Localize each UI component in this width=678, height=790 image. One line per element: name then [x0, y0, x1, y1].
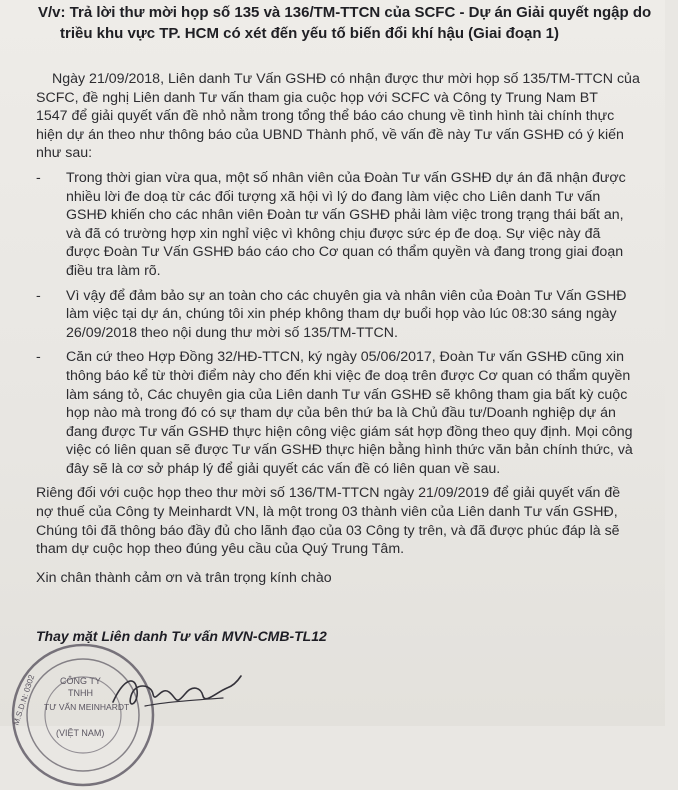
letter-body	[36, 70, 664, 587]
bullet-line: họp nào mà trong đó có sự tham dự của bên thứ ba là Chủ đầu tư/Doanh nghiệp dự án	[66, 405, 616, 422]
intro-line: SCFC, đề nghị Liên danh Tư vấn tham gia cuộc họp với SCFC và Công ty Trung Nam BT	[36, 89, 598, 106]
seal-text: (VIỆT NAM)	[56, 728, 105, 738]
bullet-dash: -	[36, 287, 41, 304]
paragraph-line: nợ thuế của Công ty Meinhardt VN, là một trong 03 thành viên của Liên danh Tư vấn GSHĐ,	[36, 504, 618, 521]
bullet-line: điều tra làm rõ.	[66, 262, 161, 279]
bullet-line: nhiều lời đe doạ từ các đối tượng xã hội vì lý do đang làm việc cho Liên danh Tư vấn	[66, 188, 601, 205]
bullet-line: làm sáng tỏ, Các chuyên gia của Liên danh Tư vấn GSHĐ sẽ không tham gia bất kỳ cuộc	[66, 386, 628, 403]
bullet-line: GSHĐ khiến cho các nhân viên Đoàn tư vấn GSHĐ phải làm việc trong trạng thái bất an,	[66, 207, 624, 224]
intro-line: hiện dự án theo như thông báo của UBND Thành phố, về vấn đề này Tư vấn GSHĐ có ý kiến	[36, 126, 624, 143]
handwritten-signature	[105, 662, 245, 717]
intro-line: như sau:	[36, 145, 93, 162]
bullet-line: 26/09/2018 theo nội dung thư mời số 135/TM-TTCN.	[66, 324, 398, 341]
bullet-line: và đã có trường hợp xin nghỉ việc vì không chịu được sức ép đe doạ. Sự việc này đã	[66, 225, 601, 242]
bullet-line: làm việc tại dự án, chúng tôi xin phép không tham dự buổi họp vào lúc 08:30 sáng ngày	[66, 306, 617, 323]
intro-line: 1547 để giải quyết vấn đề nhỏ nằm trong tổng thể báo cáo chung về tình hình tài chính thực	[36, 108, 615, 125]
signature-title: Thay mặt Liên danh Tư vấn MVN-CMB-TL12	[36, 628, 327, 644]
bullet-line: Vì vậy để đảm bảo sự an toàn cho các chuyên gia và nhân viên của Đoàn Tư Vấn GSHĐ	[66, 287, 627, 304]
seal-text: M.S.D.N: 0302	[11, 673, 37, 727]
paragraph-line: Riêng đối với cuộc họp theo thư mời số 136/TM-TTCN ngày 21/09/2019 để giải quyết vấn đề	[36, 485, 621, 502]
bullet-item	[36, 169, 664, 281]
bullet-line: đây sẽ là cơ sở pháp lý để giải quyết các vấn đề có liên quan về sau.	[66, 460, 501, 477]
intro-line: Ngày 21/09/2018, Liên danh Tư Vấn GSHĐ có nhận được thư mời họp số 135/TM-TTCN của	[52, 71, 640, 87]
bullet-line: đang được Tư vấn GSHĐ thực hiện công việc giám sát hợp đồng theo quy định. Mọi công	[66, 423, 633, 440]
bullet-dash: -	[36, 169, 41, 186]
bullet-line: được Đoàn Tư Vấn GSHĐ báo cáo cho Cơ quan có thẩm quyền và đang trong giai đoạn	[66, 244, 624, 261]
bullet-dash: -	[36, 349, 41, 366]
seal-text: TNHH	[68, 688, 93, 698]
seal-text: CÔNG TY	[60, 676, 101, 686]
bullet-item	[36, 348, 664, 478]
bullet-line: việc có liên quan sẽ được Tư vấn GSHĐ thực hiện bằng hình thức văn bản chính thức, và	[66, 442, 633, 459]
intro-paragraph	[36, 70, 664, 163]
bullet-line: Căn cứ theo Hợp Đồng 32/HĐ-TTCN, ký ngày 05/06/2017, Đoàn Tư vấn GSHĐ cũng xin	[66, 349, 624, 366]
second-paragraph	[36, 484, 664, 558]
bullet-line: thông báo kể từ thời điểm này cho đến khi việc đe doạ trên được Cơ quan có thẩm quyền	[66, 367, 631, 384]
subject-line-1: V/v: Trả lời thư mời họp số 135 và 136/TM-TTCN của SCFC - Dự án Giải quyết ngập do	[38, 4, 652, 21]
subject-line	[38, 2, 678, 44]
bullet-item	[36, 287, 664, 343]
bullet-line: Trong thời gian vừa qua, một số nhân viên của Đoàn Tư vấn GSHĐ dự án đã nhận được	[66, 169, 626, 186]
paragraph-line: Chúng tôi đã thông báo đầy đủ cho lãnh đạo của 03 Công ty trên, và đã được phúc đáp là sẽ	[36, 522, 620, 539]
subject-line-2: triều khu vực TP. HCM có xét đến yếu tố biến đổi khí hậu (Giai đoạn 1)	[60, 25, 559, 42]
closing-line: Xin chân thành cảm ơn và trân trọng kính chào	[36, 569, 332, 586]
paragraph-line: tham dự cuộc họp theo đúng yêu cầu của Quý Trung Tâm.	[36, 541, 405, 558]
seal-text: TƯ VẤN MEINHARDT	[44, 702, 130, 712]
